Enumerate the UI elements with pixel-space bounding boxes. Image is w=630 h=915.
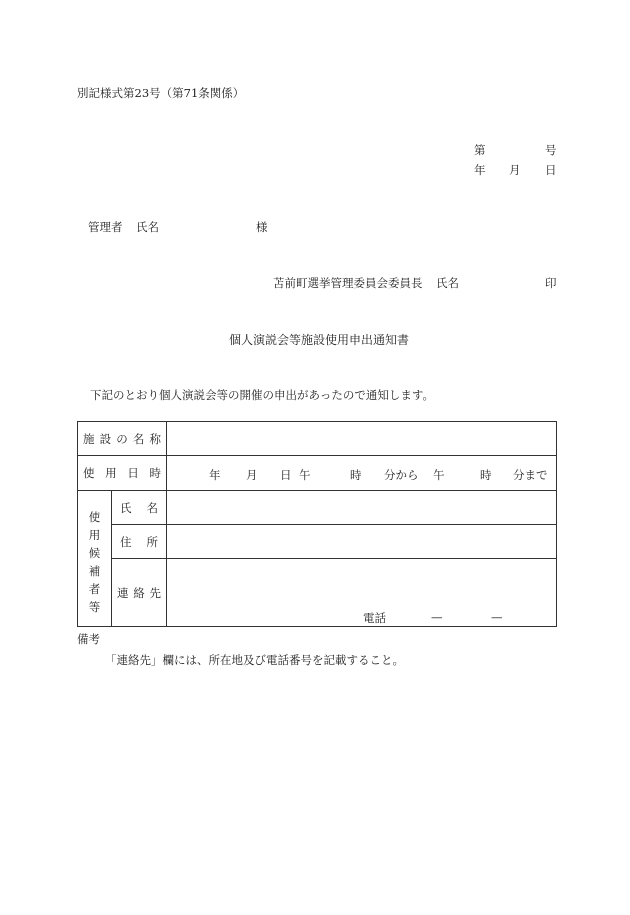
candidate-group-label: 使 用 候 補 者 等: [78, 491, 112, 627]
candidate-name-value[interactable]: [167, 491, 557, 525]
candidate-name-label: 氏 名: [112, 491, 167, 525]
remarks-note: 「連絡先」欄には、所在地及び電話番号を記載すること。: [105, 653, 404, 667]
doc-number-go: 号: [545, 143, 557, 157]
usage-datetime-label: 使 用 日 時: [78, 456, 167, 491]
candidate-contact-value[interactable]: [167, 559, 557, 627]
document-title: 個人演説会等施設使用申出通知書: [229, 333, 410, 347]
phone-separator-2: —: [491, 610, 503, 624]
intro-text: 下記のとおり個人演説会等の開催の申出があったので通知します。: [90, 388, 434, 402]
phone-label: 電話: [363, 611, 386, 625]
facility-name-label: 施 設 の 名 称: [78, 422, 167, 456]
date-day: 日: [545, 163, 557, 177]
date-month: 月: [509, 163, 521, 177]
sender-seal: 印: [545, 276, 557, 290]
candidate-address-value[interactable]: [167, 525, 557, 559]
candidate-contact-label: 連 絡 先: [112, 559, 167, 627]
phone-separator-1: —: [431, 610, 443, 624]
addressee-honorific: 様: [256, 220, 268, 234]
addressee-name-label: 氏名: [136, 220, 159, 234]
form-number: 別記様式第23号（第71条関係）: [77, 86, 245, 100]
date-year: 年: [474, 163, 486, 177]
sender-name-label: 氏名: [436, 276, 459, 290]
doc-number-dai: 第: [474, 143, 486, 157]
addressee-role: 管理者: [88, 220, 123, 234]
notice-table: [77, 421, 557, 627]
remarks-heading: 備考: [77, 632, 100, 646]
candidate-address-label: 住 所: [112, 525, 167, 559]
facility-name-value[interactable]: [167, 422, 557, 456]
usage-datetime-value[interactable]: 年 月 日 午 時 分から 午 時 分まで: [167, 456, 557, 491]
sender-org: 苫前町選挙管理委員会委員長: [273, 276, 423, 290]
